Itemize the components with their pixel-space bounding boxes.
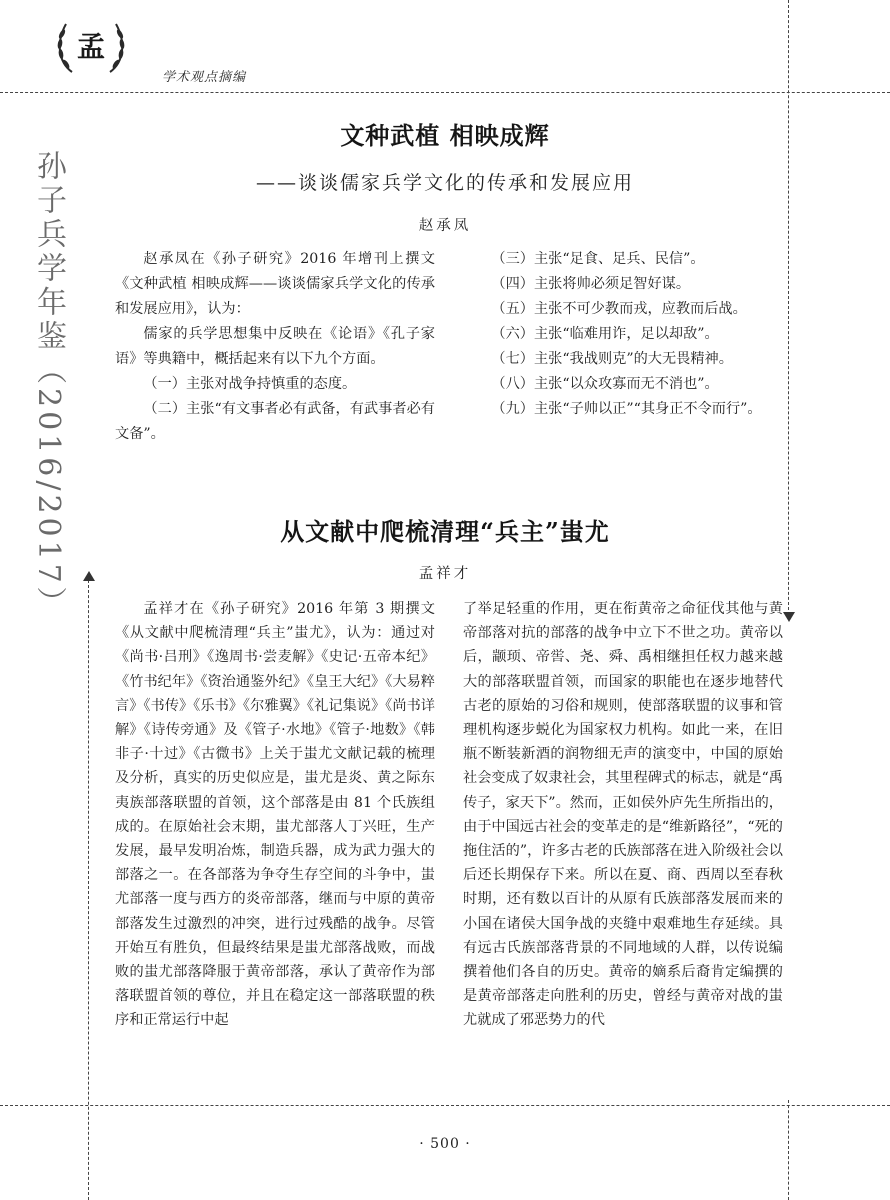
article1-paragraph: （七）主张“我战则克”的大无畏精神。 xyxy=(491,351,733,367)
left-trim-guide xyxy=(88,575,89,1200)
article1-author: 赵承凤 xyxy=(418,218,472,234)
article1-paragraph: （三）主张“足食、足兵、民信”。 xyxy=(491,251,705,267)
bottom-trim-guide xyxy=(0,1105,890,1106)
article2-paragraph-continued: 了举足轻重的作用，更在衔黄帝之命征伐其他与黄帝部落对抗的部落的战争中立下不世之功。黄帝以后，颛顼、帝喾、尧、舜、禹相继担任权力越来越大的部落联盟首领，而国家的职能也在逐步地替代古老的原始的习俗和规则，使部落联盟的议事和管理机构逐步蜕化为国家权力机构。如此一来，在旧瓶不断装新酒的润物细无声的演变中，中国的原始社会变成了奴隶社会，其里程碑式的标志，就是“禹传子，家天下”。然而，正如侯外庐先生所指出的，由于中国远古社会的变革走的是“维新路径”，“死的拖住活的”，许多古老的氏族部落在进入阶级社会以后还长期保存下来。所以在夏、商、西周以至春秋时期，还有数以百计的从原有氏族部落发展而来的小国在诸侯大国争战的夹缝中艰难地生存延续。具有远古氏族部落背景的不同地域的人群，以传说编撰着他们各自的历史。黄帝的嫡系后裔肯定编撰的是黄帝部落走向胜利的历史，曾经与黄帝对战的蚩尤就成了邪恶势力的代 xyxy=(463,601,783,1029)
article1-paragraph: （九）主张“子帅以正”“其身正不令而行”。 xyxy=(491,401,762,417)
article1-title: 文种武植 相映成辉 xyxy=(340,121,550,150)
article2-author: 孟祥才 xyxy=(418,566,472,582)
yearbook-title: 孙子兵学年鉴（2016/2017） xyxy=(31,150,66,621)
article1-paragraph: （六）主张“临难用诈，足以却敌”。 xyxy=(491,326,719,342)
right-trim-guide xyxy=(788,0,789,620)
up-arrow-icon xyxy=(83,571,95,581)
article1-paragraph: （五）主张不可少教而戎，应教而后战。 xyxy=(491,301,747,317)
article1-left-column xyxy=(115,247,435,447)
article1-paragraph: 儒家的兵学思想集中反映在《论语》《孔子家语》等典籍中，概括起来有以下九个方面。 xyxy=(115,326,435,367)
logo-glyph: 孟 xyxy=(76,30,106,63)
article1-paragraph: （一）主张对战争持慎重的态度。 xyxy=(143,376,357,392)
article2-right-column xyxy=(463,597,783,1033)
article2-title: 从文献中爬梳清理“兵主”蚩尤 xyxy=(280,517,610,546)
laurel-logo-icon xyxy=(50,14,132,78)
section-label: 学术观点摘编 xyxy=(162,70,247,85)
article1-right-column xyxy=(463,247,783,422)
down-arrow-icon xyxy=(783,612,795,622)
article1-paragraph: （二）主张“有文事者必有武备，有武事者必有文备”。 xyxy=(115,401,435,442)
right-trim-guide-lower xyxy=(788,1100,789,1200)
article1-subtitle: ——谈谈儒家兵学文化的传承和发展应用 xyxy=(255,172,634,194)
article1-paragraph: （八）主张“以众攻寡而无不消也”。 xyxy=(491,376,719,392)
article2-left-column xyxy=(115,597,435,1033)
top-trim-guide xyxy=(0,92,890,93)
article2-paragraph: 孟祥才在《孙子研究》2016 年第 3 期撰文《从文献中爬梳清理“兵主”蚩尤》，认为：通过对《尚书·吕刑》《逸周书·尝麦解》《史记·五帝本纪》《竹书纪年》《资治通鉴外纪》《皇王大纪》《大易粹言》《书传》《乐书》《尔雅翼》《礼记集说》《尚书详解》《诗传旁通》及《管子·水地》《管子·地数》《韩非子·十过》《古微书》上关于蚩尤文献记载的梳理及分析，真实的历史似应是，蚩尤是炎、黄之际东夷族部落联盟的首领，这个部落是由 81 个氏族组成的。在原始社会末期，蚩尤部落人丁兴旺，生产发展，最早发明冶炼，制造兵器，成为武力强大的部落之一。在各部落为争夺生存空间的斗争中，蚩尤部落一度与西方的炎帝部落，继而与中原的黄帝部落发生过激烈的冲突，进行过残酷的战争。尽管开始互有胜负，但最终结果是蚩尤部落战败，而战败的蚩尤部落降服于黄帝部落，承认了黄帝作为部落联盟首领的尊位，并且在稳定这一部落联盟的秩序和正常运行中起 xyxy=(115,601,435,1029)
article1-paragraph: （四）主张将帅必须足智好谋。 xyxy=(491,276,691,292)
page-number: · 500 · xyxy=(419,1136,471,1152)
article1-paragraph: 赵承凤在《孙子研究》2016 年增刊上撰文《文种武植 相映成辉——谈谈儒家兵学文化的传承和发展应用》，认为： xyxy=(115,251,435,317)
